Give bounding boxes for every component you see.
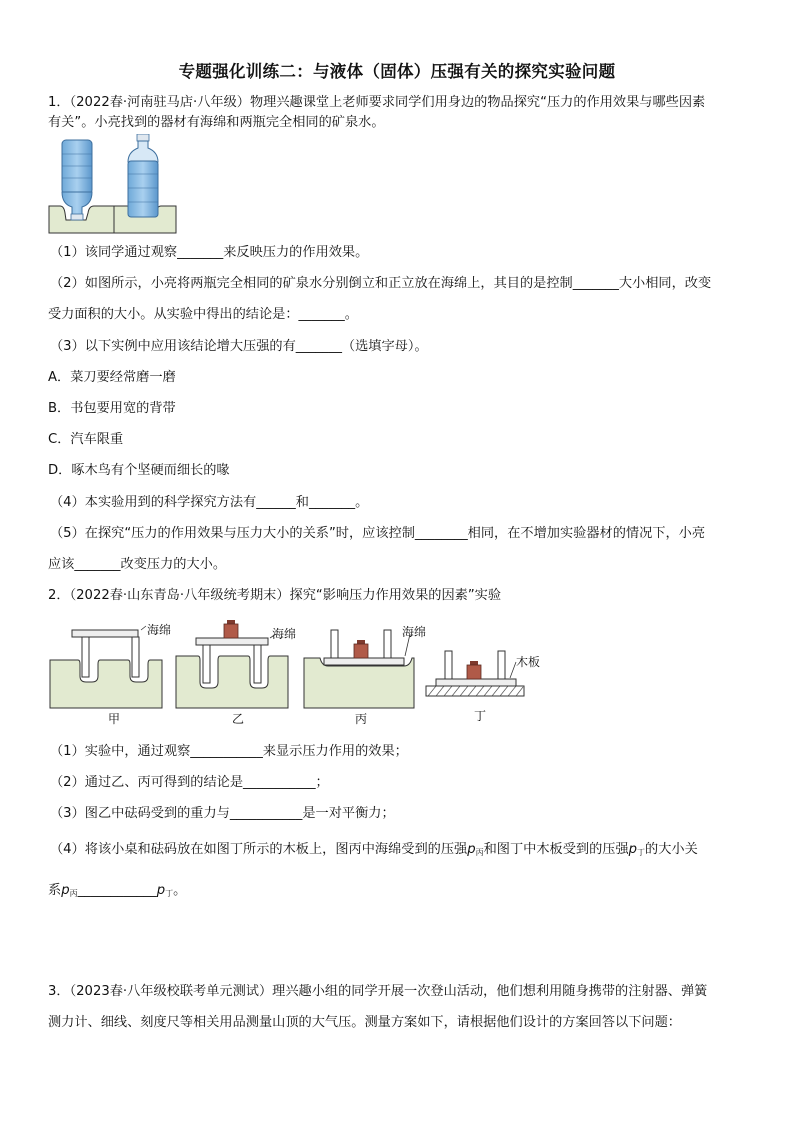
setup-jia [50,626,162,708]
label-sponge-bing: 海绵 [402,625,427,639]
subscript-bing: 丙 [475,848,484,857]
q1-sub2-line2: 受力面积的大小。从实验中得出的结论是：_______。 [48,307,358,322]
pressure-experiment-figure [48,618,548,726]
symbol-p-bing-2: p [61,883,70,898]
q2-sub4-line2 [48,882,186,903]
q2-sub4-line1 [50,841,698,862]
weight-yi [224,620,238,638]
q2-stem: 2．（2022春·山东青岛·八年级统考期末）探究“影响压力作用效果的因素”实验 [48,588,502,603]
label-sponge-yi: 海绵 [272,627,297,641]
subscript-ding-2: 丁 [165,889,174,898]
q1-option-d: D．啄木鸟有个坚硬而细长的喙 [48,463,230,478]
inverted-bottle [62,140,92,220]
q2-sub4-text-mid: 和图丁中木板受到的压强 [483,842,629,857]
symbol-p-ding: p [628,842,638,857]
q3-stem-line1: 3．（2023春·八年级校联考单元测试）理兴趣小组的同学开展一次登山活动，他们想利用随身携带的注射器、弹簧 [48,984,708,999]
subscript-ding: 丁 [637,848,646,857]
q1-sub5-line1: （5）在探究“压力的作用效果与压力大小的关系”时，应该控制________相同，在不增加实验器材的情况下，小亮 [50,526,706,541]
period: 。 [173,883,187,898]
label-sponge-jia: 海绵 [147,623,172,637]
symbol-p-ding-2: p [156,883,166,898]
q3-stem-line2: 测力计、细线、刻度尺等相关用品测量山顶的大气压。测量方案如下，请根据他们设计的方案回答以下问题： [48,1015,681,1030]
setup-bing [304,630,414,708]
q1-stem-line2: 有关”。小亮找到的器材有海绵和两瓶完全相同的矿泉水。 [48,115,385,130]
q2-sub3: （3）图乙中砝码受到的重力与___________是一对平衡力； [50,806,395,821]
label-jia: 甲 [108,712,121,726]
q2-sub1: （1）实验中，通过观察___________来显示压力作用的效果； [50,744,408,759]
bottles-on-sponge-figure [48,134,178,234]
weight-ding [467,661,481,679]
q2-sub4-text-a: （4）将该小桌和砝码放在如图丁所示的木板上，图丙中海绵受到的压强 [50,842,468,857]
q1-option-b: B．书包要用宽的背带 [48,401,176,416]
q1-sub1: （1）该同学通过观察_______来反映压力的作用效果。 [50,245,369,260]
q1-sub3: （3）以下实例中应用该结论增大压强的有_______（选填字母）。 [50,339,428,354]
page-title: 专题强化训练二：与液体（固体）压强有关的探究实验问题 [178,62,616,81]
q2-sub4-text-b: 系 [48,883,62,898]
symbol-p-bing: p [467,842,476,857]
q1-option-c: C．汽车限重 [48,432,124,447]
q1-sub4: （4）本实验用到的科学探究方法有______和_______。 [50,495,369,510]
answer-blank: ____________ [77,883,157,898]
q1-stem-line1: 1．（2022春·河南驻马店·八年级）物理兴趣课堂上老师要求同学们用身边的物品探究“压力的作用效果与哪些因素 [48,95,706,110]
q2-sub4-text-end: 的大小关 [645,842,698,857]
label-yi: 乙 [232,712,245,726]
q1-sub5-line2: 应该_______改变压力的大小。 [48,557,227,572]
q1-option-a: A．菜刀要经常磨一磨 [48,370,176,385]
label-ding: 丁 [474,709,487,723]
q1-sub2-line1: （2）如图所示，小亮将两瓶完全相同的矿泉水分别倒立和正立放在海绵上，其目的是控制_______大小相同，改变 [50,276,712,291]
weight-bing [354,640,368,658]
upright-bottle [128,134,158,217]
label-bing: 丙 [355,712,368,726]
subscript-bing-2: 丙 [69,889,78,898]
q2-sub2: （2）通过乙、丙可得到的结论是___________； [50,775,329,790]
setup-ding [426,651,524,696]
label-board-ding: 木板 [516,655,541,669]
